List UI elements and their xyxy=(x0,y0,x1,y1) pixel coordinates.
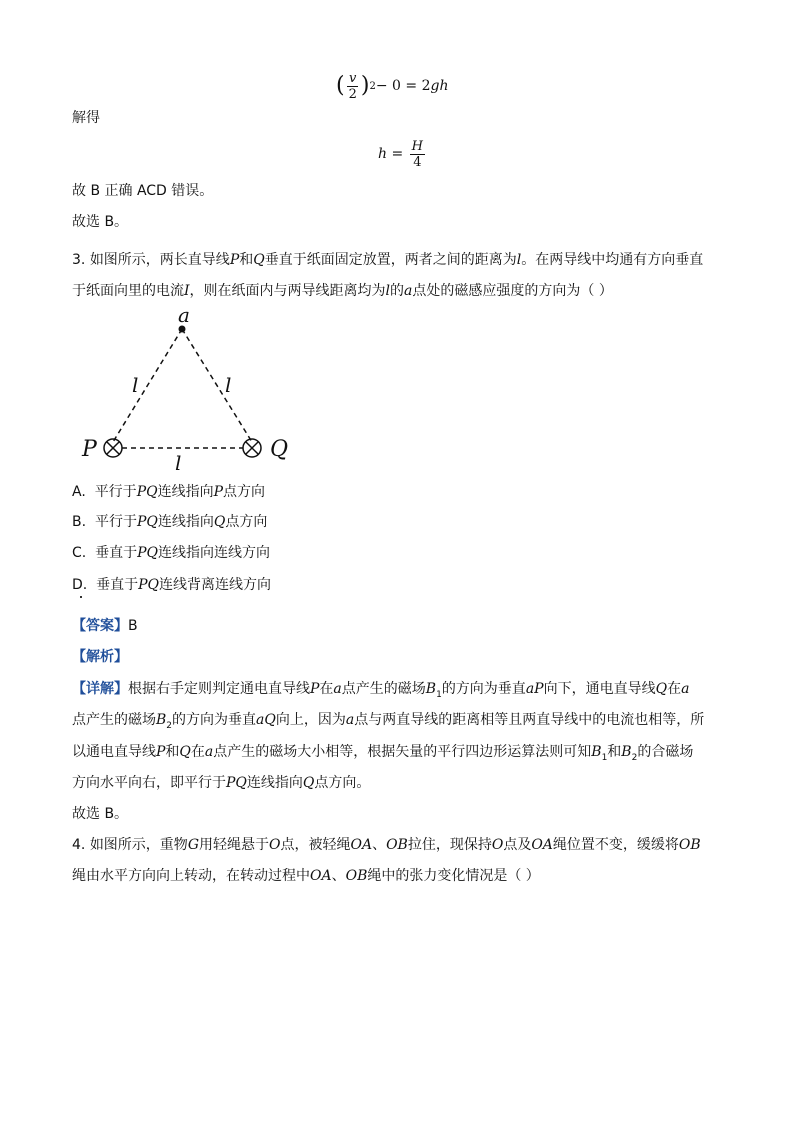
var-Q: Q xyxy=(655,681,668,697)
left-paren: ( xyxy=(336,73,345,98)
choose-line-q2: 故选 B。 xyxy=(72,214,129,230)
option-text: 平行于 xyxy=(94,514,137,530)
q3-line-1 xyxy=(72,250,703,270)
fraction-H-over-4 xyxy=(410,139,425,170)
formula-kinematics xyxy=(336,66,448,106)
detail-line-4 xyxy=(72,773,370,793)
var-B: B xyxy=(425,681,437,697)
q4-text: 、 xyxy=(372,837,387,853)
q3-number: 3. xyxy=(72,252,86,268)
option-text: 垂直于 xyxy=(95,545,138,561)
label-Q: Q xyxy=(270,437,289,462)
option-key: A. xyxy=(72,484,86,500)
detail-text: 点方向。 xyxy=(314,775,371,791)
subscript-2: 2 xyxy=(166,720,173,731)
q3-text: 。在两导线中均通有方向垂直 xyxy=(521,252,704,268)
q3-text: 于纸面向里的电流 xyxy=(72,283,184,299)
detail-text: 点产生的磁场 xyxy=(341,681,426,697)
var-OA: OA xyxy=(350,837,373,853)
q3-text: ，则在纸面内与两导线距离均为 xyxy=(189,283,386,299)
detail-text: 方向水平向右，即平行于 xyxy=(72,775,226,791)
q3-text: 点处的磁感应强度的方向为（ ） xyxy=(412,283,613,299)
detail-text: 的方向为垂直 xyxy=(441,681,526,697)
option-text: 连线指向 xyxy=(157,484,214,500)
var-O: O xyxy=(269,837,281,853)
right-paren: ) xyxy=(360,73,370,98)
var-Q: Q xyxy=(179,744,191,760)
q4-text: 绳中的张力变化情况是（ ） xyxy=(367,868,540,884)
detail-text: 根据右手定则判定通电直导线 xyxy=(128,681,310,697)
detail-line-1 xyxy=(72,679,689,705)
exponent: 2 xyxy=(369,80,376,92)
analysis-line xyxy=(72,647,128,667)
detail-line-3 xyxy=(72,742,693,768)
detail-text: 点产生的磁场大小相等，根据矢量的平行四边形运算法则可知 xyxy=(213,744,592,760)
var-B: B xyxy=(156,712,167,728)
q4-text: 拉住，现保持 xyxy=(407,837,492,853)
option-text: 平行于 xyxy=(94,484,137,500)
option-key: D. xyxy=(72,577,88,593)
var-O: O xyxy=(491,837,504,853)
var-aP: aP xyxy=(525,681,544,697)
q4-text: 、 xyxy=(331,868,346,884)
var-a: a xyxy=(204,744,214,760)
formula-height xyxy=(378,136,427,172)
var-a: a xyxy=(404,283,413,299)
analysis-tag: 【解析】 xyxy=(72,649,128,665)
q4-text: 点及 xyxy=(503,837,532,853)
var-a: a xyxy=(333,681,342,697)
fraction-denominator: 2 xyxy=(348,86,357,102)
solve-label: 解得 xyxy=(72,110,100,126)
triangle-diagram-svg xyxy=(78,300,298,476)
var-aQ: aQ xyxy=(256,712,276,728)
option-text: 连线指向 xyxy=(157,514,214,530)
option-key: B. xyxy=(72,514,87,530)
formula2-lhs: h xyxy=(378,146,388,162)
var-I: I xyxy=(184,283,190,299)
subscript-1: 1 xyxy=(436,689,442,700)
q4-line-1 xyxy=(72,835,701,855)
conclusion-line: 故 B 正确 ACD 错误。 xyxy=(72,183,214,199)
var-OB: OB xyxy=(386,837,408,853)
q4-text: 点，被轻绳 xyxy=(280,837,351,853)
label-l-right: l xyxy=(225,373,232,397)
detail-text: 向下，通电直导线 xyxy=(543,681,656,697)
var-Q: Q xyxy=(213,514,226,530)
subscript-2: 2 xyxy=(631,752,638,763)
option-text: 点方向 xyxy=(225,514,268,530)
q4-line-2 xyxy=(72,866,540,886)
var-a: a xyxy=(681,681,690,697)
answer-line xyxy=(72,616,138,636)
option-text: 点方向 xyxy=(223,484,266,500)
var-PQ: PQ xyxy=(136,484,158,500)
detail-text: 和 xyxy=(165,744,180,760)
detail-text: 在 xyxy=(667,681,682,697)
var-a: a xyxy=(345,712,355,728)
q3-text: 和 xyxy=(239,252,254,268)
var-OA: OA xyxy=(310,868,332,884)
detail-text: 在 xyxy=(190,744,205,760)
detail-text: 和 xyxy=(607,744,622,760)
q4-text: 如图所示，重物 xyxy=(89,837,188,853)
label-a: a xyxy=(178,303,190,327)
var-P: P xyxy=(213,484,224,500)
var-Q: Q xyxy=(302,775,315,791)
detail-text: 点与两直导线的距离相等且两直导线中的电流也相等，所 xyxy=(354,712,705,728)
option-text: 连线背离连线方向 xyxy=(159,577,272,593)
side-aP xyxy=(113,329,182,442)
var-Q: Q xyxy=(253,252,265,268)
var-PQ: PQ xyxy=(138,577,160,593)
var-PQ: PQ xyxy=(137,545,159,561)
detail-text: 的合磁场 xyxy=(637,744,694,760)
answer-tag: 【答案】 xyxy=(72,618,128,634)
q3-text: 垂直于纸面固定放置，两者之间的距离为 xyxy=(264,252,517,268)
option-text: 垂直于 xyxy=(96,577,139,593)
var-OB: OB xyxy=(345,868,368,884)
side-aQ xyxy=(182,329,252,442)
detail-text: 连线指向 xyxy=(246,775,303,791)
var-OB: OB xyxy=(678,837,701,853)
formula-rest: − 0 = 2 xyxy=(375,78,431,94)
var-PQ: PQ xyxy=(136,514,158,530)
detail-tag: 【详解】 xyxy=(72,681,128,697)
formula-rest-vars: gh xyxy=(430,78,449,94)
q4-text: 绳位置不变，缓缓将 xyxy=(552,837,679,853)
label-l-bottom: l xyxy=(175,451,182,475)
formula2-eq: = xyxy=(387,146,408,162)
detail-line-2 xyxy=(72,710,704,736)
var-B: B xyxy=(591,744,602,760)
q3-text: 如图所示，两长直导线 xyxy=(89,252,230,268)
fraction-v-over-2 xyxy=(347,71,359,102)
option-D[interactable] xyxy=(72,575,271,595)
label-P: P xyxy=(82,437,97,462)
fraction-numerator: v xyxy=(349,70,357,86)
q4-text: 用轻绳悬于 xyxy=(199,837,269,853)
answer-value: B xyxy=(128,618,138,634)
fraction2-denominator: 4 xyxy=(413,154,422,170)
label-l-left: l xyxy=(132,373,139,397)
var-l: l xyxy=(516,252,522,268)
q3-text: 的 xyxy=(390,283,405,299)
option-B[interactable] xyxy=(72,512,267,532)
var-G: G xyxy=(187,837,199,853)
option-A[interactable] xyxy=(72,482,265,502)
subscript-1: 1 xyxy=(601,752,608,763)
option-C[interactable] xyxy=(72,543,270,563)
detail-text: 在 xyxy=(319,681,334,697)
detail-text: 的方向为垂直 xyxy=(172,712,257,728)
q3-line-2 xyxy=(72,281,613,301)
triangle-diagram xyxy=(78,300,298,480)
var-P: P xyxy=(156,744,166,760)
option-key: C. xyxy=(72,545,87,561)
q4-number: 4. xyxy=(72,837,86,853)
detail-text: 点产生的磁场 xyxy=(72,712,156,728)
detail-text: 向上，因为 xyxy=(275,712,346,728)
var-l: l xyxy=(385,283,391,299)
fraction2-numerator: H xyxy=(411,138,424,154)
var-PQ: PQ xyxy=(226,775,247,791)
detail-text: 以通电直导线 xyxy=(72,744,156,760)
var-P: P xyxy=(310,681,320,697)
wire-P-into-page-icon xyxy=(104,439,122,457)
wire-Q-into-page-icon xyxy=(243,439,261,457)
q4-text: 绳由水平方向向上转动，在转动过程中 xyxy=(72,868,310,884)
var-P: P xyxy=(229,252,240,268)
option-text: 连线指向连线方向 xyxy=(158,545,271,561)
stray-dot xyxy=(80,596,82,598)
var-OA: OA xyxy=(531,837,553,853)
var-B: B xyxy=(621,744,632,760)
choose-line-q3: 故选 B。 xyxy=(72,806,129,822)
